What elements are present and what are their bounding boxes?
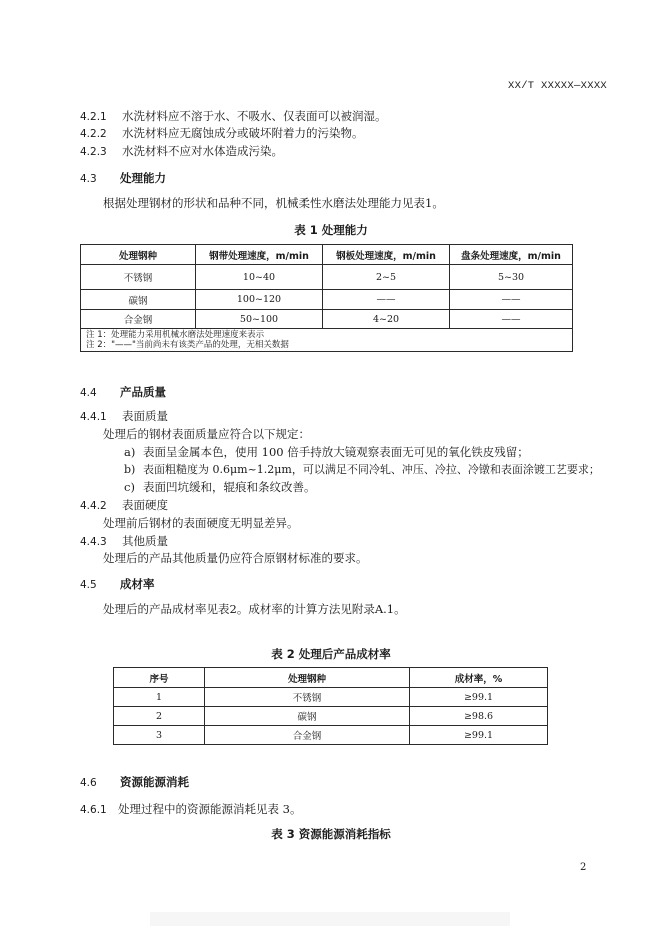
section-number: 4.3 xyxy=(80,173,97,185)
list-item-text: 表面粗糙度为 0.6μm~1.2μm，可以满足不同冷轧、冲压、冷拉、冷镦和表面涂镀工艺要求； xyxy=(143,463,600,476)
table-header-cell: 处理钢种 xyxy=(205,668,410,688)
section-heading-4-6 xyxy=(80,774,189,790)
list-item-text: 表面呈金属本色，使用 100 倍手持放大镜观察表面无可见的氧化铁皮残留； xyxy=(143,445,529,459)
clause-number: 4.2.3 xyxy=(80,146,107,158)
clause-number: 4.6.1 xyxy=(80,804,107,816)
section-title: 成材率 xyxy=(120,577,155,591)
clause-number: 4.4.3 xyxy=(80,536,107,548)
table-cell: ≥99.1 xyxy=(410,688,548,707)
table-cell: ≥98.6 xyxy=(410,707,548,726)
clause-number: 4.2.2 xyxy=(80,128,107,140)
section-number: 4.5 xyxy=(80,579,97,591)
section-title: 资源能源消耗 xyxy=(120,775,189,789)
list-marker: b) xyxy=(124,463,136,476)
table-notes-row xyxy=(81,329,573,352)
clause-4-2-3 xyxy=(80,144,283,159)
section-heading-4-3 xyxy=(80,170,166,186)
clause-title: 其他质量 xyxy=(122,534,168,548)
table-cell: 1 xyxy=(114,688,205,707)
list-item-b xyxy=(124,463,600,477)
section-4-5-body: 处理后的产品成材率见表2。成材率的计算方法见附录A.1。 xyxy=(103,602,406,616)
table-cell: 5~30 xyxy=(450,265,573,290)
clause-text: 水洗材料应不溶于水、不吸水、仅表面可以被润湿。 xyxy=(122,109,387,123)
section-title: 处理能力 xyxy=(120,171,166,185)
table-1 xyxy=(80,244,573,352)
table-cell: 合金钢 xyxy=(205,726,410,745)
table-cell: 碳钢 xyxy=(81,290,196,310)
clause-4-2-1 xyxy=(80,109,387,124)
table-cell: 4~20 xyxy=(323,310,450,329)
table-notes xyxy=(81,329,573,352)
table-header-cell: 序号 xyxy=(114,668,205,688)
table-cell: —— xyxy=(450,310,573,329)
section-heading-4-4 xyxy=(80,384,166,400)
table-row xyxy=(81,310,573,329)
table-row xyxy=(114,726,548,745)
table-header-cell: 盘条处理速度，m/min xyxy=(450,245,573,265)
clause-4-4-2 xyxy=(80,498,168,513)
table-note: 注 2："——"当前尚未有该类产品的处理，无相关数据 xyxy=(86,340,289,350)
section-title: 产品质量 xyxy=(120,385,166,399)
table-cell: 不锈钢 xyxy=(81,265,196,290)
list-item-text: 表面凹坑缓和，辊痕和条纹改善。 xyxy=(143,480,316,494)
clause-title: 表面质量 xyxy=(122,409,168,423)
clause-text: 水洗材料应无腐蚀成分或破坏附着力的污染物。 xyxy=(122,126,364,140)
table-row xyxy=(81,265,573,290)
table-cell: 3 xyxy=(114,726,205,745)
table-cell: 100~120 xyxy=(196,290,323,310)
table-cell: 10~40 xyxy=(196,265,323,290)
table-note: 注 1：处理能力采用机械水磨法处理速度来表示 xyxy=(86,330,265,340)
section-number: 4.6 xyxy=(80,777,97,789)
table-cell: —— xyxy=(450,290,573,310)
table-2-caption: 表 2 处理后产品成材率 xyxy=(271,647,391,661)
clause-title: 表面硬度 xyxy=(122,498,168,512)
table-cell: —— xyxy=(323,290,450,310)
table-2 xyxy=(113,667,548,745)
table-1-caption: 表 1 处理能力 xyxy=(294,223,368,237)
section-number: 4.4 xyxy=(80,387,97,399)
table-row xyxy=(81,290,573,310)
table-cell: 不锈钢 xyxy=(205,688,410,707)
page-number: 2 xyxy=(580,862,587,873)
clause-4-4-2-body: 处理前后钢材的表面硬度无明显差异。 xyxy=(103,516,299,530)
section-4-3-body: 根据处理钢材的形状和品种不同，机械柔性水磨法处理能力见表1。 xyxy=(103,196,444,210)
table-cell: 2~5 xyxy=(323,265,450,290)
table-header-cell: 钢带处理速度，m/min xyxy=(196,245,323,265)
clause-4-2-2 xyxy=(80,126,364,141)
clause-4-4-3 xyxy=(80,534,168,549)
clause-4-4-1 xyxy=(80,409,168,424)
list-item-c xyxy=(124,480,316,494)
table-cell: 50~100 xyxy=(196,310,323,329)
clause-number: 4.4.1 xyxy=(80,411,107,423)
footer-watermark-band xyxy=(150,912,510,926)
clause-4-4-1-intro: 处理后的钢材表面质量应符合以下规定： xyxy=(103,427,310,441)
list-item-a xyxy=(124,445,529,459)
table-header-cell: 处理钢种 xyxy=(81,245,196,265)
table-row xyxy=(114,688,548,707)
table-header-cell: 钢板处理速度，m/min xyxy=(323,245,450,265)
table-cell: 合金钢 xyxy=(81,310,196,329)
clause-number: 4.4.2 xyxy=(80,500,107,512)
clause-4-6-1 xyxy=(80,802,301,817)
list-marker: a) xyxy=(124,445,136,459)
clause-text: 水洗材料不应对水体造成污染。 xyxy=(122,144,283,158)
table-cell: 碳钢 xyxy=(205,707,410,726)
clause-number: 4.2.1 xyxy=(80,111,107,123)
section-heading-4-5 xyxy=(80,576,155,592)
table-cell: 2 xyxy=(114,707,205,726)
table-header-cell: 成材率，% xyxy=(410,668,548,688)
document-code: XX/T XXXXX—XXXX xyxy=(508,80,608,92)
clause-text: 处理过程中的资源能源消耗见表 3。 xyxy=(118,802,302,816)
list-marker: c) xyxy=(124,480,135,494)
table-cell: ≥99.1 xyxy=(410,726,548,745)
table-row xyxy=(114,707,548,726)
clause-4-4-3-body: 处理后的产品其他质量仍应符合原钢材标准的要求。 xyxy=(103,551,368,565)
table-3-caption: 表 3 资源能源消耗指标 xyxy=(271,827,391,841)
